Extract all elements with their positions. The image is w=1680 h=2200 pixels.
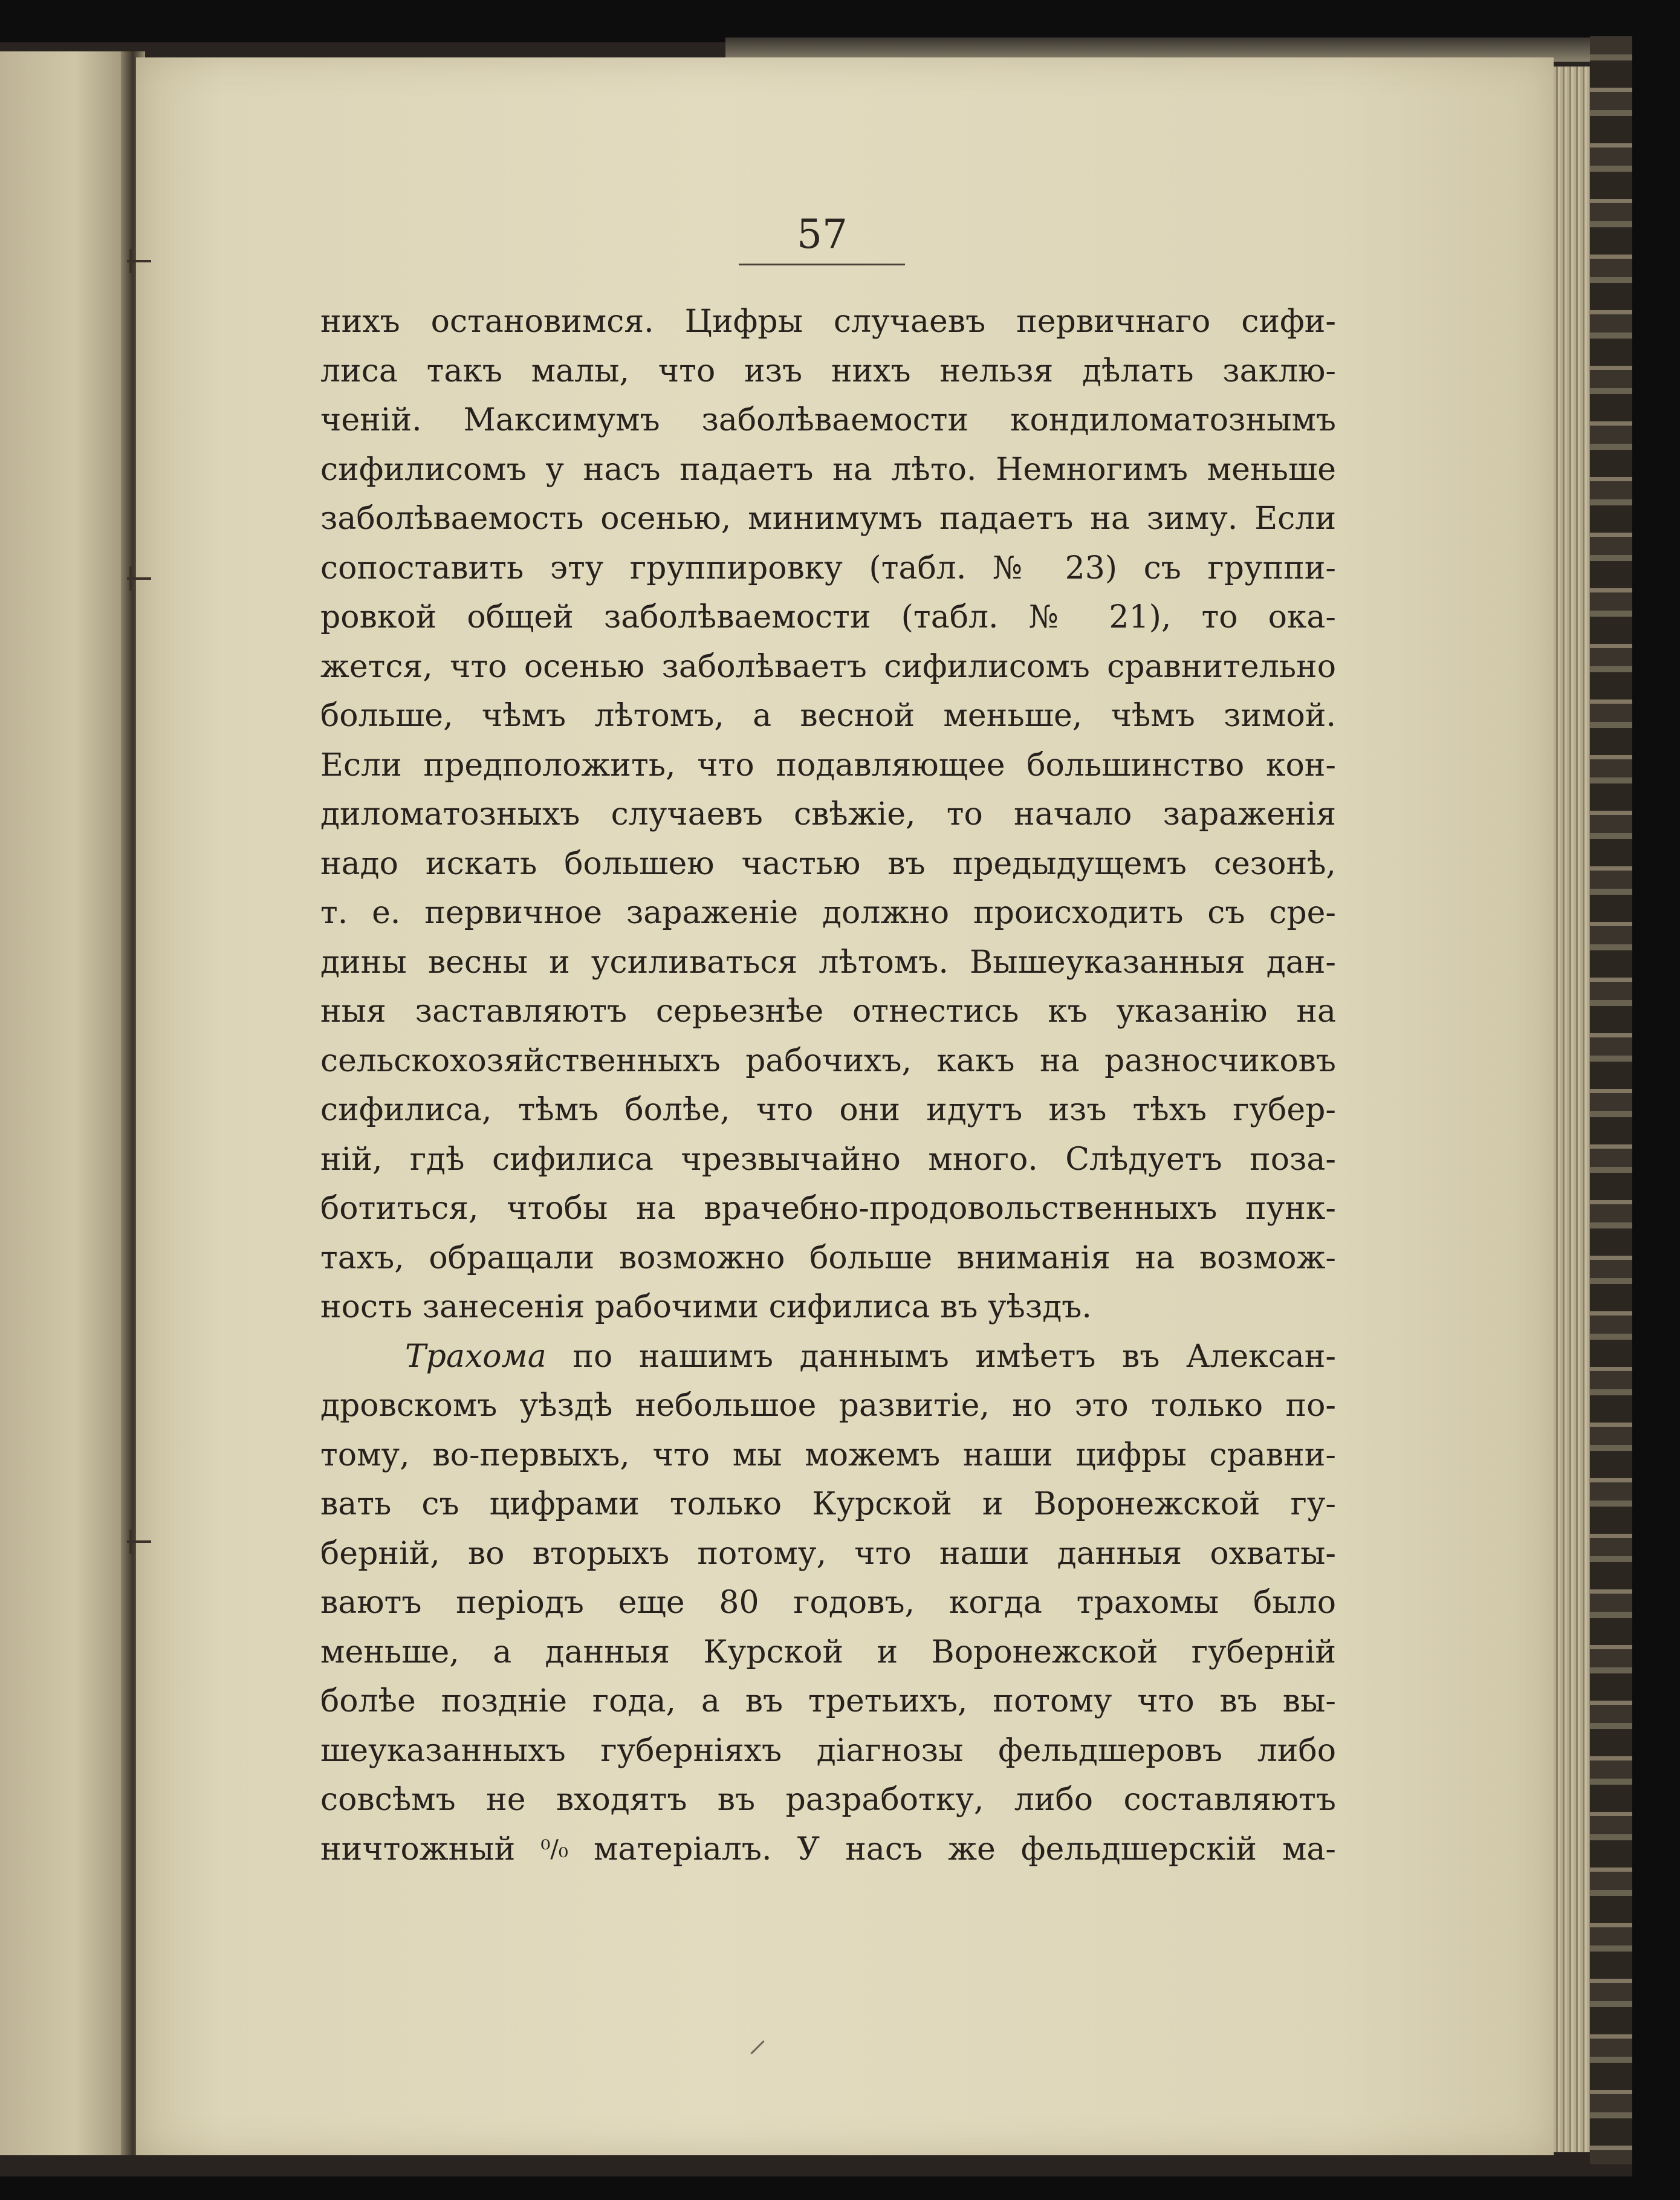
text-line: тахъ, обращали возможно больше вниманія на возмож-: [320, 1239, 1336, 1276]
text-line: заболѣваемость осенью, минимумъ падаетъ на зиму. Если: [320, 501, 1336, 537]
text-line: диломатозныхъ случаевъ свѣжіе, то начало зараженія: [320, 796, 1336, 832]
text-span: ничтожный: [320, 1831, 541, 1867]
text-line: меньше, а данныя Курской и Воронежской губерній: [320, 1634, 1336, 1670]
text-line: больше, чѣмъ лѣтомъ, а весной меньше, чѣмъ зимой.: [320, 698, 1336, 734]
text-line: ныя заставляютъ серьезнѣе отнестись къ указанію на: [320, 993, 1336, 1030]
gutter-mark: [129, 249, 132, 273]
text-line: сифилиса, тѣмъ болѣе, что они идутъ изъ тѣхъ губер-: [320, 1092, 1336, 1128]
page-number: 57: [797, 211, 848, 258]
text-line: совсѣмъ не входятъ въ разработку, либо составляютъ: [320, 1782, 1336, 1818]
body-text: [320, 297, 1336, 1874]
text-line: ботиться, чтобы на врачебно-продовольственныхъ пунк-: [320, 1190, 1336, 1227]
text-line: ченій. Максимумъ заболѣваемости кондиломатознымъ: [320, 402, 1336, 438]
text-line: лиса такъ малы, что изъ нихъ нельзя дѣлать заклю-: [320, 352, 1336, 389]
text-line: [320, 1332, 1336, 1382]
book-binding: [1590, 36, 1632, 2164]
text-line: нихъ остановимся. Цифры случаевъ первичнаго сифи-: [320, 303, 1336, 340]
text-line: надо искать большею частью въ предыдущемъ сезонѣ,: [320, 845, 1336, 882]
text-line: ровкой общей заболѣваемости (табл. № 21), то ока-: [320, 599, 1336, 635]
text-line: тому, во-первыхъ, что мы можемъ наши цифры сравни-: [320, 1436, 1336, 1473]
page-edges: [1554, 67, 1590, 2152]
text-line: дровскомъ уѣздѣ небольшое развитіе, но это только по-: [320, 1387, 1336, 1424]
text-span: по нашимъ даннымъ имѣетъ въ Алексан-: [546, 1338, 1336, 1375]
left-page: [0, 51, 136, 2155]
text-line: дины весны и усиливаться лѣтомъ. Вышеуказанныя дан-: [320, 944, 1336, 981]
text-line: ваютъ періодъ еще 80 годовъ, когда трахомы было: [320, 1585, 1336, 1621]
gutter-mark: [129, 566, 132, 591]
text-line: сифилисомъ у насъ падаетъ на лѣто. Немногимъ меньше: [320, 451, 1336, 488]
text-line: вать съ цифрами только Курской и Воронежской гу-: [320, 1486, 1336, 1522]
text-span: матеріалъ. У насъ же фельдшерскій ма-: [568, 1831, 1336, 1867]
gutter-mark: [129, 1530, 132, 1554]
paragraph-1: [320, 297, 1336, 1332]
italic-term: Трахома: [405, 1338, 546, 1375]
text-line: Если предположить, что подавляющее большинство кон-: [320, 747, 1336, 784]
text-line: сопоставить эту группировку (табл. № 23) съ группи-: [320, 550, 1336, 586]
text-line: ній, гдѣ сифилиса чрезвычайно много. Слѣдуетъ поза-: [320, 1141, 1336, 1178]
page-number-rule: [739, 264, 905, 265]
text-line: шеуказанныхъ губерніяхъ діагнозы фельдшеровъ либо: [320, 1732, 1336, 1769]
text-line: сельскохозяйственныхъ рабочихъ, какъ на разносчиковъ: [320, 1042, 1336, 1079]
text-line: болѣе поздніе года, а въ третьихъ, потому что въ вы-: [320, 1683, 1336, 1719]
paragraph-2: [320, 1332, 1336, 1875]
text-line: т. е. первичное зараженіе должно происходить съ сре-: [320, 895, 1336, 931]
text-line: ность занесенія рабочими сифилиса въ уѣздъ.: [320, 1289, 1092, 1325]
percent-sign: ⁰/₀: [540, 1835, 568, 1863]
text-line: [320, 1825, 1336, 1875]
text-line: жется, что осенью заболѣваетъ сифилисомъ сравнительно: [320, 648, 1336, 685]
text-line: берній, во вторыхъ потому, что наши данныя охваты-: [320, 1535, 1336, 1572]
